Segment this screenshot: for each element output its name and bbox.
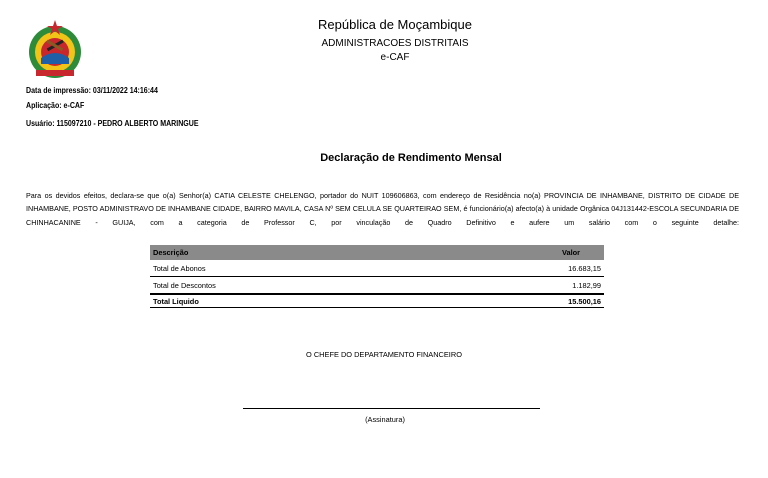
value-column-header: Valor: [538, 245, 604, 260]
signature-caption: (Assinatura): [365, 415, 405, 424]
row-description: Total de Descontos: [150, 277, 538, 295]
income-table: [150, 245, 604, 308]
app-name-heading: e-CAF: [380, 52, 410, 63]
total-value: 15.500,16: [538, 294, 604, 308]
print-date: Data de impressão: 03/11/2022 14:16:44: [26, 86, 158, 95]
table-row: [150, 260, 604, 277]
application-name: Aplicação: e-CAF: [26, 101, 85, 110]
row-description: Total de Abonos: [150, 260, 538, 277]
table-header-row: [150, 245, 604, 260]
user-info: Usuário: 115097210 - PEDRO ALBERTO MARINGUE: [26, 119, 199, 128]
description-column-header: Descrição: [150, 245, 538, 260]
signatory-role: O CHEFE DO DEPARTAMENTO FINANCEIRO: [306, 350, 462, 359]
declaration-paragraph: Para os devidos efeitos, declara-se que o(a) Senhor(a) CATIA CELESTE CHELENGO, portador do NUIT 109606863, com endereço de Residência no(a) PROVINCIA DE INHAMBANE, DISTRITO DE CIDADE DE INHAMBANE, POSTO ADMINISTRAVO DE INHAMBANE CIDADE, BAIRRO MAVILA, CASA Nº SEM CELULA SE QUARTEIRAO SEM, é funcionário(a) afecto(a) à unidade Orgânica 04J131442-ESCOLA SECUNDARIA DE CHINHACANINE - GUIJA, com a categoria de Professor C, por vinculação de Quadro Definitivo e aufere um salário com o seguinte detalhe:: [26, 191, 739, 227]
total-row: [150, 294, 604, 308]
country-heading: República de Moçambique: [318, 17, 472, 32]
row-value: 16.683,15: [538, 260, 604, 277]
signature-line: [243, 408, 540, 409]
table-row: [150, 277, 604, 295]
total-description: Total Liquido: [150, 294, 538, 308]
department-heading: ADMINISTRACOES DISTRITAIS: [321, 38, 469, 49]
document-title: Declaração de Rendimento Mensal: [320, 152, 502, 164]
row-value: 1.182,99: [538, 277, 604, 295]
